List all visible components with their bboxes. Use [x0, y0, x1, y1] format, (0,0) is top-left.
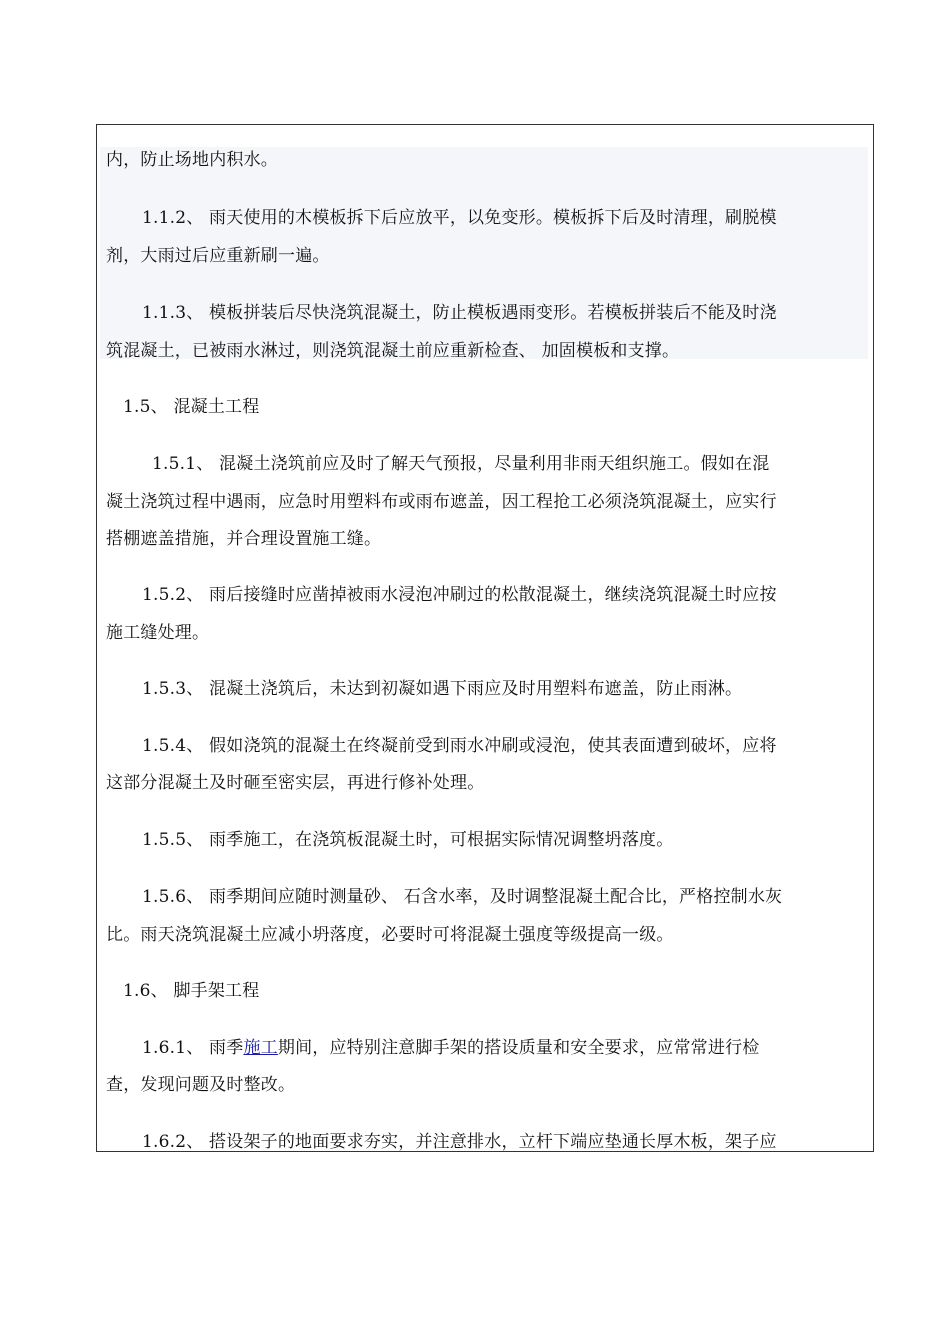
paragraph-line: 搭棚遮盖措施，并合理设置施工缝。 — [106, 529, 382, 549]
paragraph-line: 剂，大雨过后应重新刷一遍。 — [106, 246, 330, 266]
paragraph-line-1-1-3: 1.1.3、 模板拼装后尽快浇筑混凝土，防止模板遇雨变形。若模板拼装后不能及时浇 — [142, 303, 777, 323]
paragraph-line-1-6-2: 1.6.2、 搭设架子的地面要求夯实，并注意排水，立杆下端应垫通长厚木板，架子应 — [142, 1132, 777, 1152]
paragraph-line-1-5-4: 1.5.4、 假如浇筑的混凝土在终凝前受到雨水冲刷或浸泡，使其表面遭到破坏，应将 — [142, 736, 777, 756]
paragraph-line-1-5-6: 1.5.6、 雨季期间应随时测量砂、 石含水率，及时调整混凝土配合比，严格控制水灰 — [142, 887, 783, 907]
line-prefix: 1.6.1、 雨季 — [142, 1038, 244, 1058]
paragraph-line-1-1-2: 1.1.2、 雨天使用的木模板拆下后应放平，以免变形。模板拆下后及时清理，刷脱模 — [142, 208, 777, 228]
paragraph-line-1-5-3: 1.5.3、 混凝土浇筑后，未达到初凝如遇下雨应及时用塑料布遮盖，防止雨淋。 — [142, 679, 743, 699]
section-heading-1-6: 1.6、 脚手架工程 — [123, 981, 260, 1001]
section-heading-1-5: 1.5、 混凝土工程 — [123, 397, 260, 417]
paragraph-line: 施工缝处理。 — [106, 623, 210, 643]
paragraph-line: 查，发现问题及时整改。 — [106, 1075, 296, 1095]
paragraph-line-1-5-5: 1.5.5、 雨季施工，在浇筑板混凝土时，可根据实际情况调整坍落度。 — [142, 830, 674, 850]
paragraph-line: 内，防止场地内积水。 — [106, 150, 278, 170]
construction-link[interactable]: 施工 — [243, 1038, 278, 1058]
paragraph-line-1-5-2: 1.5.2、 雨后接缝时应凿掉被雨水浸泡冲刷过的松散混凝土，继续浇筑混凝土时应按 — [142, 585, 777, 605]
paragraph-line: 筑混凝土，已被雨水淋过，则浇筑混凝土前应重新检查、 加固模板和支撑。 — [106, 341, 680, 361]
paragraph-line: 比。雨天浇筑混凝土应减小坍落度，必要时可将混凝土强度等级提高一级。 — [106, 925, 674, 945]
paragraph-line: 凝土浇筑过程中遇雨，应急时用塑料布或雨布遮盖，因工程抢工必须浇筑混凝土，应实行 — [106, 492, 777, 512]
paragraph-line: 这部分混凝土及时砸至密实层，再进行修补处理。 — [106, 773, 485, 793]
line-suffix: 期间，应特别注意脚手架的搭设质量和安全要求，应常常进行检 — [277, 1038, 760, 1058]
paragraph-line-1-5-1: 1.5.1、 混凝土浇筑前应及时了解天气预报，尽量利用非雨天组织施工。假如在混 — [152, 454, 770, 474]
paragraph-line-1-6-1 — [106, 1037, 902, 1059]
